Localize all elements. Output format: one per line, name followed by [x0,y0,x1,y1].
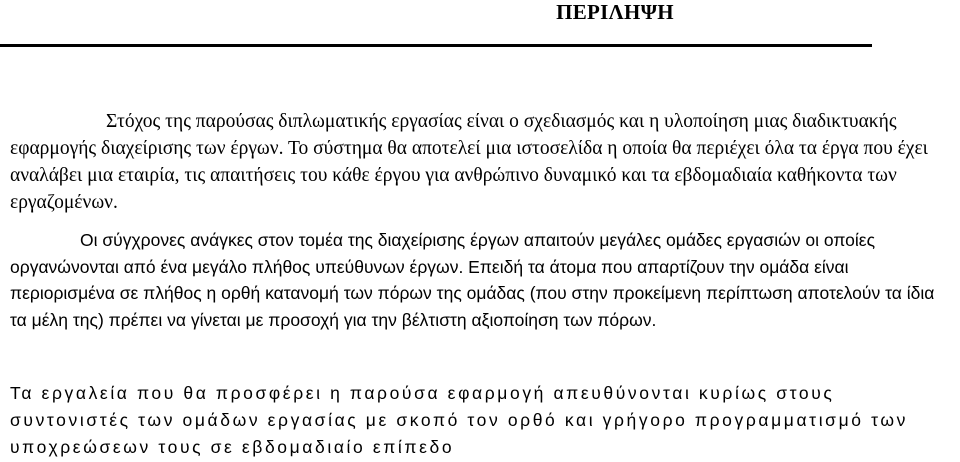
paragraph-3 [10,380,955,461]
paragraph-3-text: Τα εργαλεία που θα προσφέρει η παρούσα εφαρμογή απευθύνονται κυρίως στους συντονιστές των ομάδων εργασίας με σκοπό τον ορθό και γρήγορο προγραμματισμό των υποχρεώσεων τους σε εβδομαδιαίο επίπεδο [10,383,908,457]
title-divider [0,44,872,47]
paragraph-2-text: Οι σύγχρονες ανάγκες στον τομέα της διαχείρισης έργων απαιτούν μεγάλες ομάδες εργασιών οι οποίες οργανώνονται από ένα μεγάλο πλήθος υπεύθυνων έργων. Επειδή τα άτομα που απαρτίζουν την ομάδα είναι περιορισμένα σε πλήθος η ορθή κατανομή των πόρων της ομάδας (που στην προκείμενη περίπτωση αποτελούν τα ίδια τα μέλη της) πρέπει να γίνεται με προσοχή για την βέλτιστη αξιοποίηση των πόρων. [10,230,935,330]
paragraph-1 [10,108,950,216]
page-title: ΠΕΡΙΛΗΨΗ [556,0,674,24]
paragraph-2 [10,227,955,333]
paragraph-1-text: Στόχος της παρούσας διπλωματικής εργασίας είναι ο σχεδιασμός και η υλοποίηση μιας διαδικτυακής εφαρμογής διαχείρισης των έργων. Το σύστημα θα αποτελεί μια ιστοσελίδα η οποία θα περιέχει όλα τα έργα που έχει αναλάβει μια εταιρία, τις απαιτήσεις του κάθε έργου για ανθρώπινο δυναμικό και τα εβδομαδιαία καθήκοντα των εργαζομένων. [10,111,928,213]
